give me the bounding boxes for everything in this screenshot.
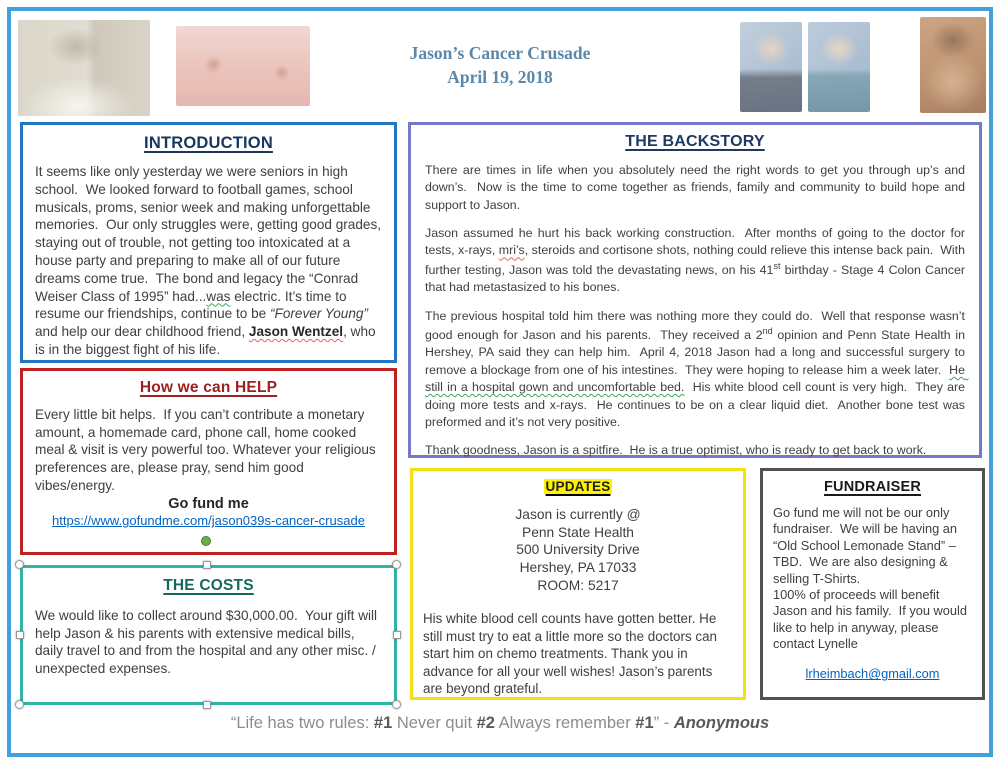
jason-wentzel-name: Jason Wentzel	[248, 324, 344, 340]
address-line: Hershey, PA 17033	[519, 559, 637, 575]
introduction-heading: INTRODUCTION	[144, 134, 273, 152]
selection-handle-top-left[interactable]	[15, 560, 24, 569]
backstory-paragraph-1: There are times in life when you absolutely need the right words to get you through up’s and down’s. Now is the time to come together as friends, family and community to build hope and support to Jason.	[425, 163, 969, 212]
backstory-text-segment: opinion and Penn State Health in Hershey, PA said they can help him. April 4, 2018 Jason had a long and successful surgery to remove a blockage from one of his intestines. They were hoping to release him a week later.	[425, 328, 969, 377]
selection-handle-middle-left[interactable]	[16, 631, 24, 639]
the-costs-box[interactable]	[20, 565, 397, 705]
photo-school-portrait-2[interactable]	[808, 22, 870, 112]
selection-handle-bottom-center[interactable]	[203, 701, 211, 709]
intro-text-segment: , who is in the biggest fight of his life.	[35, 324, 380, 357]
quote-number-2: #2	[476, 714, 495, 732]
gofundme-label: Go fund me	[168, 496, 249, 513]
forever-young-italic: “Forever Young”	[270, 306, 368, 322]
updates-heading	[423, 479, 733, 494]
photo-young-child[interactable]	[920, 17, 986, 113]
introduction-box[interactable]	[20, 122, 397, 363]
quote-author: Anonymous	[673, 714, 770, 732]
intro-text-segment: and help our dear childhood friend,	[35, 306, 372, 340]
costs-text: We would like to collect around $30,000.00. Your gift will help Jason & his parents with extensive medical bills, daily travel to and from the hospital and any other misc. / unexpected expenses.	[35, 608, 381, 677]
address-line: ROOM: 5217	[537, 577, 619, 593]
backstory-text-segment: Jason assumed he hurt his back working construction. After months of going to the doctor for tests, x-rays,	[425, 226, 969, 258]
title-line2: April 19, 2018	[447, 66, 553, 87]
backstory-box[interactable]	[408, 122, 982, 458]
backstory-heading: THE BACKSTORY	[625, 133, 765, 150]
backstory-paragraph-2	[425, 225, 969, 297]
grammar-flagged-word: was	[206, 288, 231, 304]
quote-text-segment: Never quit	[392, 714, 477, 732]
address-line: Penn State Health	[522, 524, 634, 540]
spellcheck-flagged-word: mri’s	[498, 243, 525, 258]
rotation-handle[interactable]	[201, 536, 211, 546]
photo-young-man-in-cap[interactable]	[18, 20, 150, 116]
fundraiser-text-2: 100% of proceeds will benefit Jason and his family. If you would like to help in anyway, please contact Lynelle	[773, 586, 971, 651]
updates-box[interactable]	[410, 468, 746, 700]
address-line: Jason is currently @	[515, 507, 641, 522]
photo-school-portrait-1[interactable]	[740, 22, 802, 112]
title-line1: Jason’s Cancer Crusade	[409, 43, 591, 63]
contact-email-link[interactable]: lrheimbach@gmail.com	[805, 666, 940, 682]
backstory-text-segment: The previous hospital told him there was nothing more they could do. Well that response wasn’t good enough for Jason and his parents. They received a 2	[425, 308, 969, 343]
how-we-can-help-box[interactable]	[20, 368, 397, 555]
hospital-address	[423, 506, 733, 594]
page-title	[330, 42, 670, 89]
ordinal-superscript: st	[773, 260, 781, 271]
photo-children-in-bathtub[interactable]	[176, 26, 310, 106]
selection-handle-bottom-right[interactable]	[392, 700, 401, 709]
fundraiser-box[interactable]	[760, 468, 985, 700]
grammar-flagged-sentence: He still in a hospital gown and uncomfortable bed.	[425, 362, 969, 395]
ordinal-superscript: nd	[762, 326, 773, 336]
introduction-text	[35, 163, 385, 359]
backstory-text-segment: birthday - Stage 4 Colon Cancer that had metastasized to his bones.	[425, 262, 969, 295]
address-line: 500 University Drive	[516, 542, 640, 558]
fundraiser-text-1: Go fund me will not be our only fundraiser. We will be having an “Old School Lemonade Stand” – TBD. We are also designing & selling T-Shirts.	[773, 505, 961, 586]
backstory-text-segment: His white blood cell count is very high. They are doing more tests and x-rays. He continues to be on a clear liquid diet. Another bone test was preformed and it’s not very positive.	[425, 380, 969, 429]
quote-text-segment: ” -	[653, 714, 674, 732]
help-heading: How we can HELP	[139, 379, 278, 396]
footer-quote	[0, 714, 1000, 733]
quote-number-1: #1	[373, 714, 393, 732]
selection-handle-top-right[interactable]	[392, 560, 401, 569]
intro-text-segment: It seems like only yesterday we were seniors in high school. We looked forward to football games, school musicals, proms, senior week and making unforgettable memories. Our only struggles were, getting good grades, staying out of trouble, not getting too intoxicated at a house party and preparing to make all of our future dreams come true. The bond and legacy the “Conrad Weiser Class of 1995” had...	[35, 164, 385, 304]
costs-heading: THE COSTS	[163, 577, 254, 594]
updates-heading-highlight: UPDATES	[545, 479, 611, 494]
backstory-paragraph-3	[425, 308, 969, 432]
help-text: Every little bit helps. If you can’t contribute a monetary amount, a homemade card, phone call, home cooked meal & visit is very powerful too. Whatever your religious preferences are, please pray, send him good vibes/energy.	[35, 407, 380, 493]
intro-text-segment: electric. It’s time to resume our friendships, continue to be	[35, 288, 351, 322]
fundraiser-heading: FUNDRAISER	[823, 479, 922, 495]
selection-handle-top-center[interactable]	[203, 561, 211, 569]
backstory-text-segment: , steroids and cortisone shots, nothing could relieve this intense back pain. With further testing, Jason was told the devastating news, on his 41	[425, 243, 969, 277]
quote-text-segment: “Life has two rules:	[230, 714, 374, 732]
updates-text: His white blood cell counts have gotten better. He still must try to eat a little more so the doctors can start him on chemo treatments. Thank you in advance for all your well wishes! Jason’s parents are beyond grateful.	[423, 611, 721, 696]
selection-handle-bottom-left[interactable]	[15, 700, 24, 709]
quote-text-segment: Always remember	[494, 714, 636, 732]
gofundme-link[interactable]: https://www.gofundme.com/jason039s-cancer-crusade	[52, 513, 365, 529]
selection-handle-middle-right[interactable]	[393, 631, 401, 639]
backstory-paragraph-4: Thank goodness, Jason is a spitfire. He is a true optimist, who is ready to get back to work.	[425, 443, 927, 458]
quote-number-3: #1	[635, 714, 654, 732]
